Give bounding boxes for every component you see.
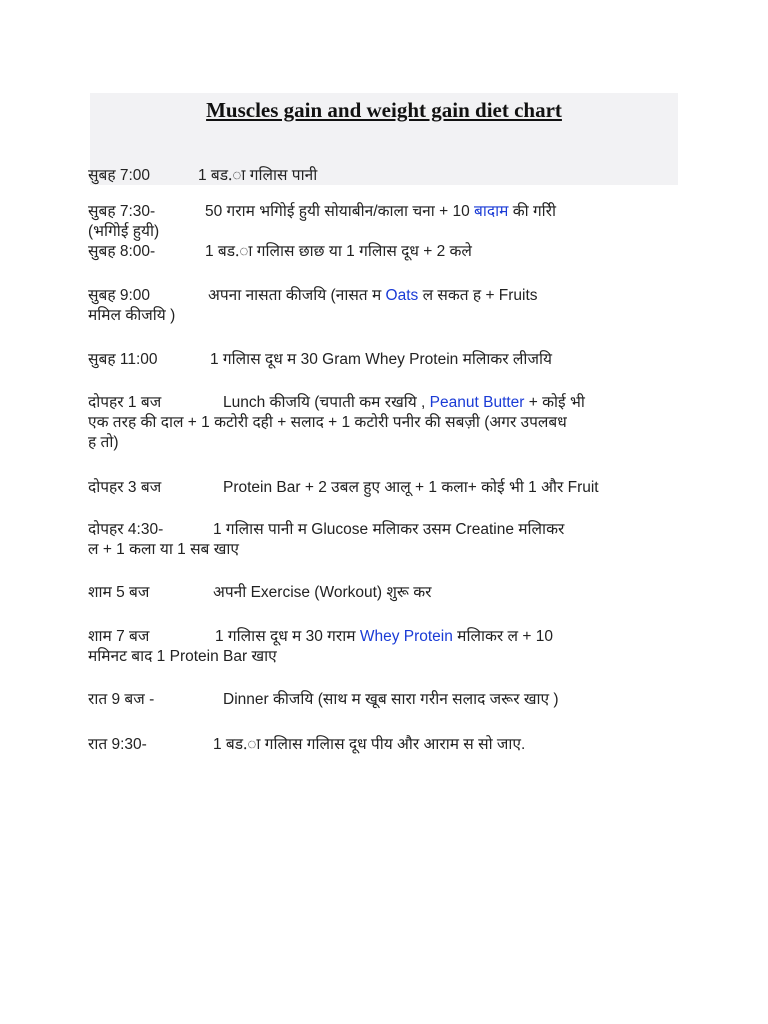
highlighted-text: Peanut Butter (429, 394, 525, 411)
entry-line (88, 222, 680, 242)
entry-time: शाम 5 बज (88, 584, 150, 601)
entry-text: 1 बड.ा गलिास गलिास दूध पीय और आराम स सो जाए. (213, 736, 526, 753)
entry-time: सुबह 8:00- (88, 243, 156, 260)
entry-text: मलिाकर ल + 10 (452, 628, 553, 645)
diet-entry (88, 350, 680, 370)
diet-entry (88, 520, 680, 560)
entry-line (88, 647, 680, 667)
entry-line (88, 350, 680, 370)
diet-entry (88, 242, 680, 262)
entry-text: 1 गलिास पानी म Glucose मलिाकर उसम Creatine मलिाकर (213, 521, 565, 538)
entry-text: की गरिी (508, 203, 557, 220)
entry-text: 50 गराम भगिोई हुयी सोयाबीन/काला चना + 10 (205, 203, 475, 220)
entry-text: ल सकत ह + Fruits (418, 287, 538, 304)
entry-time: सुबह 11:00 (88, 351, 158, 368)
highlighted-text: Whey Protein (359, 628, 453, 645)
entry-text: + कोई भी (524, 394, 585, 411)
entry-time: दोपहर 3 बज (88, 479, 162, 496)
entry-line (88, 166, 680, 186)
entry-line (88, 413, 680, 433)
entry-text: अपना नासता कीजयि (नासत म (208, 287, 386, 304)
entry-line (88, 286, 680, 306)
diet-entry (88, 690, 680, 710)
entry-text: ह तो) (88, 434, 119, 451)
diet-entry (88, 393, 680, 453)
entry-line (88, 202, 680, 222)
entry-text: एक तरह की दाल + 1 कटोरी दही + सलाद + 1 कटोरी पनीर की सबज़ी (अगर उपलबध (88, 414, 567, 431)
diet-entry (88, 478, 680, 498)
page-title: Muscles gain and weight gain diet chart (206, 98, 562, 122)
entry-text: अपनी Exercise (Workout) शुरू कर (213, 584, 432, 601)
entry-text: 1 बड.ा गलिास छाछ या 1 गलिास दूध + 2 कले (205, 243, 472, 260)
entry-time: रात 9 बज - (88, 691, 155, 708)
entry-line (88, 306, 680, 326)
entry-text: 1 बड.ा गलिास पानी (198, 167, 318, 184)
highlighted-text: Oats (385, 287, 419, 304)
entry-line (88, 242, 680, 262)
entry-text: ममिनट बाद 1 Protein Bar खाए (88, 648, 277, 665)
diet-entry (88, 286, 680, 326)
entry-time: सुबह 9:00 (88, 287, 151, 304)
entry-time: सुबह 7:00 (88, 167, 151, 184)
entry-line (88, 433, 680, 453)
diet-entry (88, 202, 680, 242)
entry-time: सुबह 7:30- (88, 203, 156, 220)
entry-text: (भगिोई हुयी) (88, 223, 160, 240)
diet-entry (88, 627, 680, 667)
entry-text: Dinner कीजयि (साथ म खूब सारा गरीन सलाद जरूर खाए ) (223, 691, 559, 708)
entry-line (88, 735, 680, 755)
entry-line (88, 690, 680, 710)
entry-text: ममिल कीजयि ) (88, 307, 176, 324)
entry-text: Protein Bar + 2 उबल हुए आलू + 1 कला+ कोई भी 1 और Fruit (223, 479, 599, 496)
entry-line (88, 393, 680, 413)
entry-time: रात 9:30- (88, 736, 147, 753)
entry-text: ल + 1 कला या 1 सब खाए (88, 541, 239, 558)
entry-time: शाम 7 बज (88, 628, 150, 645)
diet-entry (88, 583, 680, 603)
entry-time: दोपहर 1 बज (88, 394, 162, 411)
diet-entry (88, 166, 680, 186)
highlighted-text: बादाम (474, 203, 509, 220)
entry-text: Lunch कीजयि (चपाती कम रखयि , (223, 394, 430, 411)
diet-entry (88, 735, 680, 755)
entry-line (88, 627, 680, 647)
entry-line (88, 520, 680, 540)
entry-line (88, 478, 680, 498)
entry-line (88, 540, 680, 560)
entry-time: दोपहर 4:30- (88, 521, 164, 538)
entry-text: 1 गलिास दूध म 30 Gram Whey Protein मलिाकर लीजयि (210, 351, 552, 368)
entry-line (88, 583, 680, 603)
entry-text: 1 गलिास दूध म 30 गराम (215, 628, 360, 645)
